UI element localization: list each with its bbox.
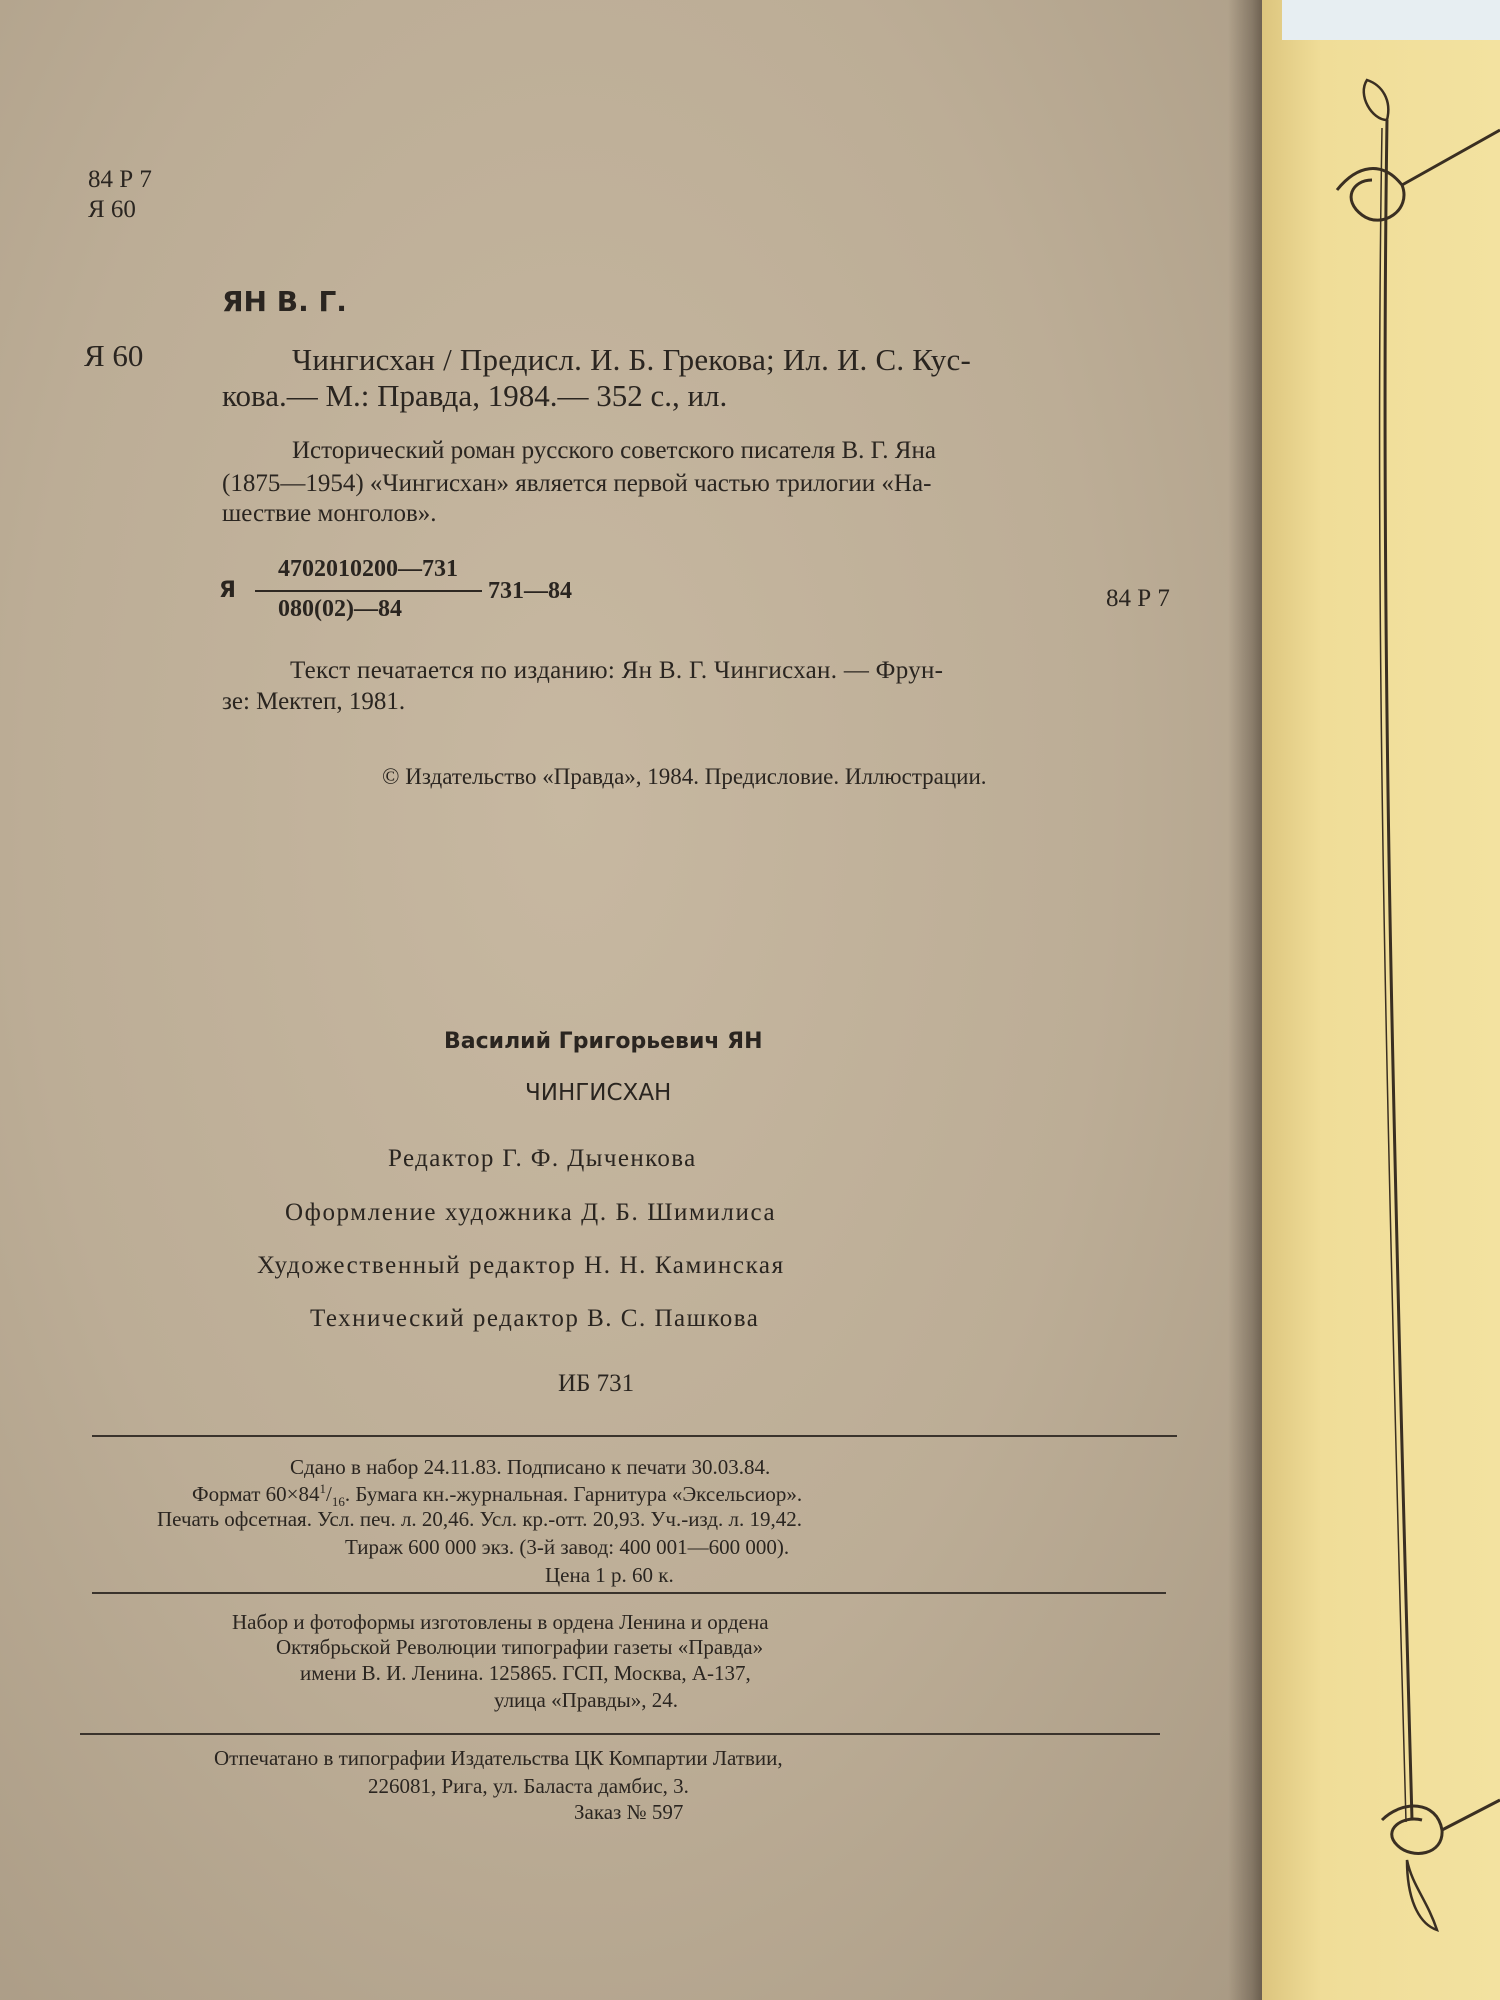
divider-top xyxy=(92,1435,1177,1437)
print-data-line-3: Печать офсетная. Усл. печ. л. 20,46. Усл. кр.-отт. 20,93. Уч.-изд. л. 19,42. xyxy=(157,1507,803,1531)
source-note-line-1: Текст печатается по изданию: Ян В. Г. Чингисхан. — Фрун- xyxy=(290,657,944,684)
background-strip xyxy=(1282,0,1500,40)
printing-line-1: Отпечатано в типографии Издательства ЦК Компартии Латвии, xyxy=(214,1746,783,1770)
ornament-border-icon xyxy=(1262,0,1500,2000)
print-data-line-2 xyxy=(192,1481,802,1510)
formula-suffix: 731—84 xyxy=(488,578,572,604)
editor-credit: Редактор Г. Ф. Дыченкова xyxy=(388,1145,697,1172)
typesetting-line-3: имени В. И. Ленина. 125865. ГСП, Москва, А-137, xyxy=(300,1661,751,1685)
format-numerator: 1 xyxy=(319,1481,326,1496)
tech-editor-credit: Технический редактор В. С. Пашкова xyxy=(310,1305,760,1332)
printing-line-2: 226081, Рига, ул. Баласта дамбис, 3. xyxy=(368,1774,689,1798)
classification-code: 84 Р 7 xyxy=(88,166,152,193)
annotation-line-1: Исторический роман русского советского писателя В. Г. Яна xyxy=(292,437,936,464)
format-slash: / xyxy=(325,1482,332,1506)
author-mark: Я 60 xyxy=(88,196,136,223)
bibliographic-line-2: кова.— М.: Правда, 1984.— 352 с., ил. xyxy=(222,378,728,413)
typesetting-line-1: Набор и фотоформы изготовлены в ордена Ленина и ордена xyxy=(232,1610,769,1634)
side-mark: Я 60 xyxy=(84,338,144,373)
print-data-line-5: Цена 1 р. 60 к. xyxy=(545,1563,674,1587)
bibliographic-line-1: Чингисхан / Предисл. И. Б. Грекова; Ил. И. С. Кус- xyxy=(292,342,971,377)
format-label: Формат 60×84 xyxy=(192,1482,320,1506)
format-denominator: 16 xyxy=(331,1494,345,1510)
design-credit: Оформление художника Д. Б. Шимилиса xyxy=(285,1199,777,1226)
fraction-line xyxy=(255,590,482,592)
facing-page xyxy=(1262,0,1500,2000)
author-heading: ЯН В. Г. xyxy=(222,285,347,318)
book-title: ЧИНГИСХАН xyxy=(525,1080,672,1106)
author-full-name: Василий Григорьевич ЯН xyxy=(444,1029,763,1054)
formula-denominator: 080(02)—84 xyxy=(278,596,402,622)
divider-bottom xyxy=(80,1733,1160,1735)
formula-prefix: Я xyxy=(219,578,236,603)
typesetting-line-2: Октябрьской Революции типографии газеты «Правда» xyxy=(276,1635,764,1659)
typesetting-line-4: улица «Правды», 24. xyxy=(494,1688,679,1712)
formula-numerator: 4702010200—731 xyxy=(278,556,458,582)
divider-middle xyxy=(92,1592,1166,1594)
copyright-line: © Издательство «Правда», 1984. Предисловие. Иллюстрации. xyxy=(382,764,987,789)
art-editor-credit: Художественный редактор Н. Н. Каминская xyxy=(257,1252,785,1279)
source-note-line-2: зе: Мектеп, 1981. xyxy=(222,688,406,715)
annotation-line-2: (1875—1954) «Чингисхан» является первой частью трилогии «На- xyxy=(222,470,932,497)
print-data-line-1: Сдано в набор 24.11.83. Подписано к печати 30.03.84. xyxy=(290,1455,771,1479)
print-data-line-4: Тираж 600 000 экз. (3-й завод: 400 001—600 000). xyxy=(345,1535,790,1559)
annotation-line-3: шествие монголов». xyxy=(222,500,437,527)
ib-number: ИБ 731 xyxy=(558,1370,635,1397)
paper-typeface: . Бумага кн.-журнальная. Гарнитура «Эксельсиор». xyxy=(344,1482,803,1506)
formula-right-code: 84 Р 7 xyxy=(1106,585,1170,612)
printing-line-3: Заказ № 597 xyxy=(574,1800,684,1824)
